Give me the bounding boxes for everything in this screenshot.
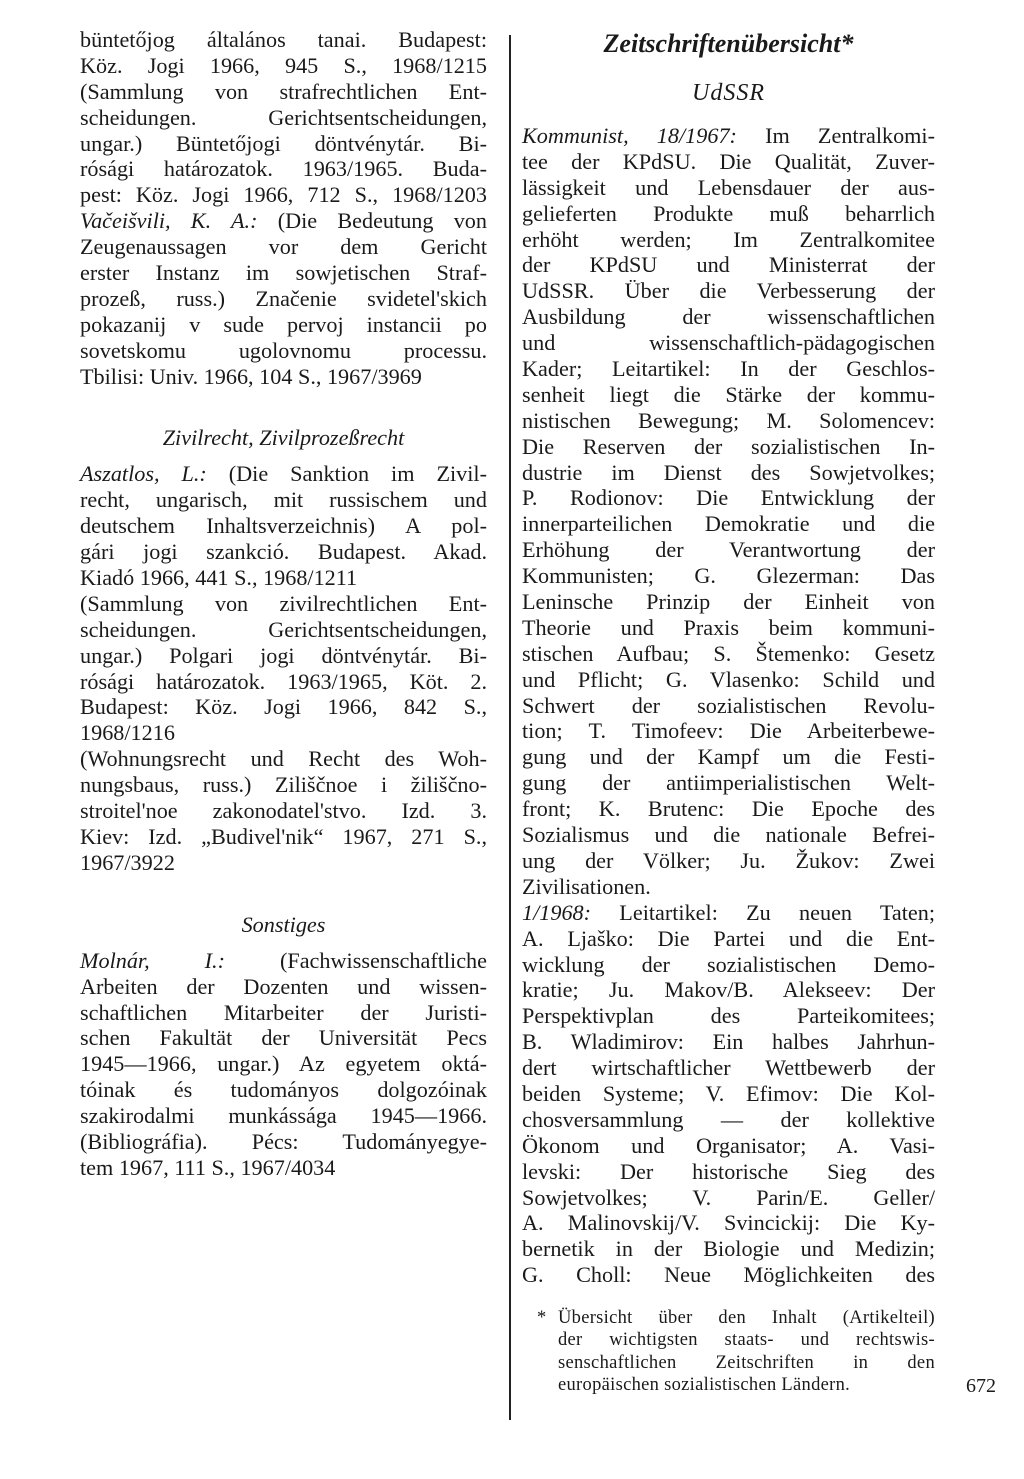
text-line: schaftlichen Mitarbeiter der Juristi- xyxy=(80,999,487,1025)
text-line: büntetőjog általános tanai. Budapest: xyxy=(80,27,487,52)
text-line: Ökonom und Organisator; A. Vasi- xyxy=(522,1132,935,1158)
text-line: bernetik in der Biologie und Medizin; xyxy=(522,1236,935,1262)
page-number: 672 xyxy=(966,1375,996,1397)
entry-vaceisvili xyxy=(80,208,487,234)
footnote-line: senschaftlichen Zeitschriften in den xyxy=(558,1352,935,1373)
text-line: gelieferten Produkte muß beharrlich xyxy=(522,200,935,226)
text-line: Arbeiten der Dozenten und wissen- xyxy=(80,973,487,999)
journal-issue-label: Kommunist, 18/1967: xyxy=(522,123,737,148)
text-line: (Bibliográfia). Pécs: Tudományegye- xyxy=(80,1128,487,1154)
text-line: Perspektivplan des Parteikomitees; xyxy=(522,1003,935,1029)
text-line: erhöht werden; Im Zentralkomitee xyxy=(522,226,935,252)
text-line: Kiev: Izd. „Budivel'nik“ 1967, 271 S., xyxy=(80,823,487,849)
country-heading: UdSSR xyxy=(692,80,765,106)
entry-issue-1-1968 xyxy=(522,900,935,926)
text-line: deutschem Inhaltsverzeichnis) A pol- xyxy=(80,513,487,539)
text-line: Kader; Leitartikel: In der Geschlos- xyxy=(522,356,935,382)
spacer xyxy=(522,113,935,123)
text-line: Erhöhung der Verantwortung der xyxy=(522,537,935,563)
text-line: dert wirtschaftlicher Wettbewerb der xyxy=(522,1055,935,1081)
footnote-line: europäischen sozialistischen Ländern. xyxy=(558,1374,851,1395)
author-name: Vačeišvili, K. A.: xyxy=(80,208,258,234)
column-divider xyxy=(509,35,511,1420)
journal-issue-label: 1/1968: xyxy=(522,899,592,925)
text-line: Schwert der sozialistischen Revolu- xyxy=(522,692,935,718)
text-line: tee der KPdSU. Die Qualität, Zuver- xyxy=(522,148,935,174)
text-line: stroitel'noe zakonodatel'stvo. Izd. 3. xyxy=(80,798,487,824)
right-column xyxy=(522,27,935,1288)
text-line: Sozialismus und die nationale Befrei- xyxy=(522,822,935,848)
entry-text: (Die Bedeutung von xyxy=(257,208,487,234)
text-line: rósági határozatok. 1963/1965. Buda- xyxy=(80,156,487,182)
text-line: wicklung der sozialistischen Demo- xyxy=(522,951,935,977)
text-line: Leninsche Prinzip der Einheit von xyxy=(522,589,935,615)
text-line: tóinak és tudományos dolgozóinak xyxy=(80,1077,487,1103)
text-line: ungar.) Polgari jogi döntvénytár. Bi- xyxy=(80,642,487,668)
text-line: 1945—1966, ungar.) Az egyetem oktá- xyxy=(80,1051,487,1077)
text-line: Zivilisationen. xyxy=(522,873,651,899)
text-line: Die Reserven der sozialistischen In- xyxy=(522,433,935,459)
left-block-3 xyxy=(80,487,487,875)
spacer xyxy=(522,63,935,73)
text-line: recht, ungarisch, mit russischem und xyxy=(80,487,487,513)
text-line: Budapest: Köz. Jogi 1966, 842 S., xyxy=(80,694,487,720)
text-line: gung der antiimperialistischen Welt- xyxy=(522,770,935,796)
text-line: lässigkeit und Lebensdauer der aus- xyxy=(522,174,935,200)
text-line: Zeugenaussagen vor dem Gericht xyxy=(80,234,487,260)
spacer xyxy=(80,415,487,425)
text-line: scheidungen. Gerichtsentscheidungen, xyxy=(80,616,487,642)
spacer xyxy=(80,876,487,902)
text-line: Kommunisten; G. Glezerman: Das xyxy=(522,563,935,589)
text-line: front; K. Brutenc: Die Epoche des xyxy=(522,796,935,822)
text-line: levski: Der historische Sieg des xyxy=(522,1158,935,1184)
left-block-4 xyxy=(80,974,487,1181)
text-line: sovetskomu ugolovnomu processu. xyxy=(80,337,487,363)
text-line: 1967/3922 xyxy=(80,849,175,875)
entry-text: Leitartikel: Zu neuen Taten; xyxy=(591,899,935,925)
text-line: beiden Systeme; V. Efimov: Die Kol- xyxy=(522,1080,935,1106)
text-line: nungsbaus, russ.) Ziliščnoe i žiliščno- xyxy=(80,772,487,798)
left-column xyxy=(80,27,487,1181)
section-heading-zivilrecht: Zivilrecht, Zivilprozeßrecht xyxy=(162,425,405,451)
text-line: nistischen Bewegung; M. Solomencev: xyxy=(522,407,935,433)
text-line: prozeß, russ.) Značenie svidetel'skich xyxy=(80,285,487,311)
text-line: (Wohnungsrecht und Recht des Woh- xyxy=(80,746,487,772)
entry-molnar xyxy=(80,948,487,974)
entry-text: Im Zentralkomi- xyxy=(736,123,935,148)
text-line: Ausbildung der wissenschaftlichen xyxy=(522,304,935,330)
spacer xyxy=(80,451,487,461)
text-line: dustrie im Dienst des Sowjetvolkes; xyxy=(522,459,935,485)
text-line: Tbilisi: Univ. 1966, 104 S., 1967/3969 xyxy=(80,363,422,389)
text-line: Sowjetvolkes; V. Parin/E. Geller/ xyxy=(522,1184,935,1210)
text-line: der KPdSU und Ministerrat der xyxy=(522,252,935,278)
footnote-line: der wichtigsten staats- und rechtswis- xyxy=(558,1330,935,1351)
text-line: senheit liegt die Stärke der kommu- xyxy=(522,381,935,407)
text-line: scheidungen. Gerichtsentscheidungen, xyxy=(80,104,487,130)
text-line: innerparteilichen Demokratie und die xyxy=(522,511,935,537)
entry-aszatlos xyxy=(80,461,487,487)
section-heading-sonstiges: Sonstiges xyxy=(241,911,326,937)
right-block-1 xyxy=(522,149,935,900)
text-line: szakirodalmi munkássága 1945—1966. xyxy=(80,1103,487,1129)
text-line: und wissenschaftlich-pädagogischen xyxy=(522,330,935,356)
text-line: Kiadó 1966, 441 S., 1968/1211 xyxy=(80,565,358,591)
text-line: A. Ljaško: Die Partei und die Ent- xyxy=(522,925,935,951)
text-line: B. Wladimirov: Ein halbes Jahrhun- xyxy=(522,1029,935,1055)
footnote-body xyxy=(540,1307,935,1396)
left-block-1 xyxy=(80,27,487,208)
text-line: rósági határozatok. 1963/1965, Köt. 2. xyxy=(80,668,487,694)
footnote-line: Übersicht über den Inhalt (Artikelteil) xyxy=(558,1308,935,1328)
page-title: Zeitschriftenübersicht* xyxy=(603,29,854,58)
text-line: erster Instanz im sowjetischen Straf- xyxy=(80,260,487,286)
spacer xyxy=(80,938,487,948)
text-line: G. Choll: Neue Möglichkeiten des xyxy=(522,1262,935,1288)
text-line: ung der Völker; Ju. Žukov: Zwei xyxy=(522,847,935,873)
right-block-2 xyxy=(522,926,935,1288)
text-line: (Sammlung von zivilrechtlichen Ent- xyxy=(80,590,487,616)
entry-text: (Die Sanktion im Zivil- xyxy=(206,461,487,487)
author-name: Molnár, I.: xyxy=(80,947,225,973)
text-line: gung und der Kampf um die Festi- xyxy=(522,744,935,770)
footnote xyxy=(537,1307,935,1396)
text-line: gári jogi szankció. Budapest. Akad. xyxy=(80,539,487,565)
text-line: 1968/1216 xyxy=(80,720,175,746)
text-line: Theorie und Praxis beim kommuni- xyxy=(522,614,935,640)
text-line: UdSSR. Über die Verbesserung der xyxy=(522,278,935,304)
text-line: und Pflicht; G. Vlasenko: Schild und xyxy=(522,666,935,692)
spacer xyxy=(80,902,487,912)
spacer xyxy=(80,389,487,415)
text-line: schen Fakultät der Universität Pecs xyxy=(80,1025,487,1051)
entry-text: (Fachwissenschaftliche xyxy=(224,947,487,973)
text-line: P. Rodionov: Die Entwicklung der xyxy=(522,485,935,511)
text-line: Köz. Jogi 1966, 945 S., 1968/1215 xyxy=(80,52,487,78)
text-line: stischen Aufbau; S. Štemenko: Gesetz xyxy=(522,640,935,666)
text-line: tem 1967, 111 S., 1967/4034 xyxy=(80,1154,336,1180)
text-line: (Sammlung von strafrechtlichen Ent- xyxy=(80,78,487,104)
text-line: tion; T. Timofeev: Die Arbeiterbewe- xyxy=(522,718,935,744)
text-line: pest: Köz. Jogi 1966, 712 S., 1968/1203 xyxy=(80,182,487,208)
text-line: pokazanij v sude pervoj instancii po xyxy=(80,311,487,337)
footnote-marker: * xyxy=(537,1308,547,1328)
text-line: chosversammlung — der kollektive xyxy=(522,1106,935,1132)
left-block-2 xyxy=(80,234,487,389)
author-name: Aszatlos, L.: xyxy=(80,461,207,487)
text-line: ungar.) Büntetőjogi döntvénytár. Bi- xyxy=(80,130,487,156)
text-line: A. Malinovskij/V. Svincickij: Die Ky- xyxy=(522,1210,935,1236)
entry-kommunist xyxy=(522,123,935,149)
text-line: kratie; Ju. Makov/B. Alekseev: Der xyxy=(522,977,935,1003)
